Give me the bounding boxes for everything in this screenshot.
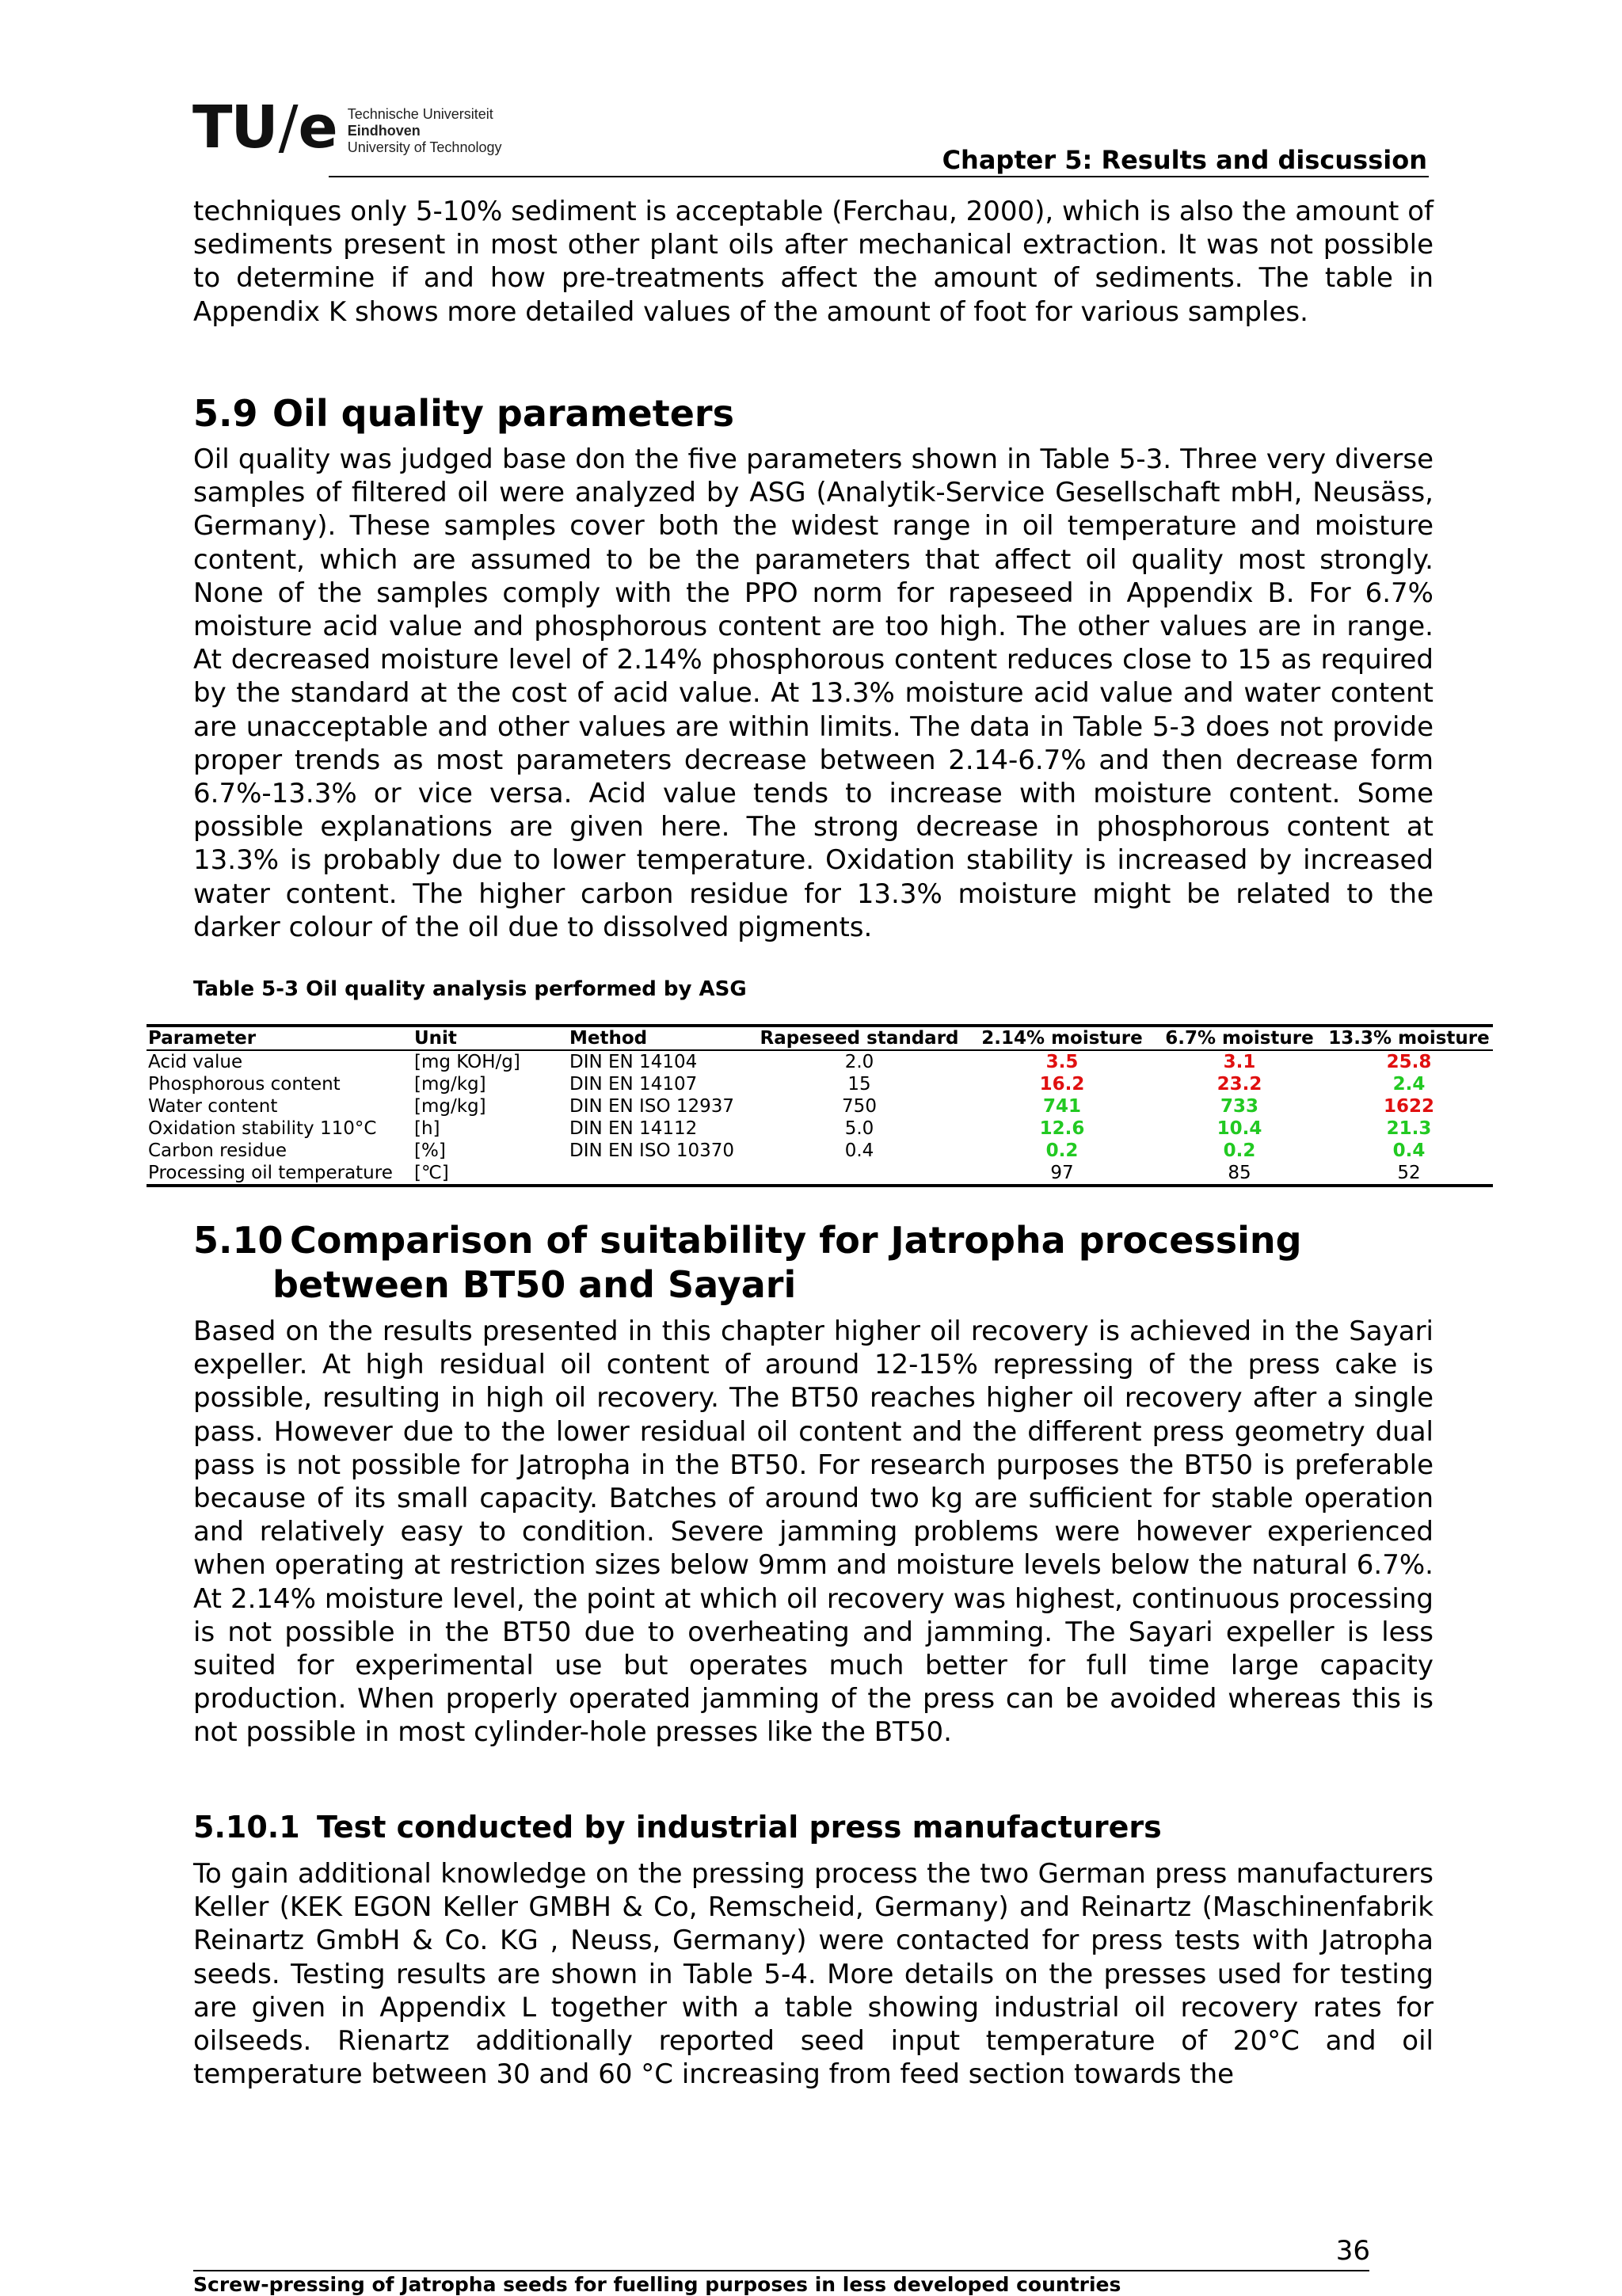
- table-cell: DIN EN ISO 12937: [569, 1096, 735, 1117]
- section-heading-5-10-1: [193, 1810, 1162, 1845]
- table-row: [147, 1118, 1493, 1140]
- table-row: [147, 1073, 1493, 1095]
- table-cell: 21.3: [1386, 1118, 1432, 1139]
- table-cell: 2.4: [1392, 1074, 1426, 1095]
- section-title-line2: between BT50 and Sayari: [272, 1263, 797, 1306]
- table-header-row: [147, 1026, 1493, 1050]
- footer-title: Screw-pressing of Jatropha seeds for fuelling purposes in less developed countries: [193, 2273, 1121, 2296]
- table-row: [147, 1095, 1493, 1118]
- table-cell: 16.2: [1039, 1074, 1085, 1095]
- table-cell: 0.4: [1392, 1140, 1426, 1161]
- table-cell: 750: [842, 1096, 877, 1117]
- table-row: [147, 1140, 1493, 1162]
- section-title-line1: Comparison of suitability for Jatropha processing: [290, 1219, 1302, 1262]
- table-cell: 0.2: [1045, 1140, 1079, 1161]
- table-cell: [%]: [414, 1140, 446, 1161]
- table-header-cell: 6.7% moisture: [1165, 1028, 1314, 1049]
- table-cell: 10.4: [1216, 1118, 1262, 1139]
- table-cell: 3.5: [1045, 1052, 1079, 1072]
- table-header-cell: 2.14% moisture: [981, 1028, 1143, 1049]
- footer-divider: [193, 2270, 1369, 2271]
- table-cell: [mg/kg]: [414, 1074, 486, 1095]
- table-cell: [mg KOH/g]: [414, 1052, 520, 1072]
- table-cell: 5.0: [844, 1118, 874, 1139]
- logo-line1: Technische Universiteit: [347, 106, 493, 122]
- table-cell: Carbon residue: [148, 1140, 287, 1161]
- table-cell: 97: [1050, 1163, 1074, 1183]
- table-header-cell: Parameter: [148, 1028, 257, 1049]
- logo-line3: University of Technology: [347, 139, 502, 155]
- table-cell: Water content: [148, 1096, 278, 1117]
- section-number: 5.10.1: [193, 1810, 300, 1845]
- oil-quality-table: [147, 1024, 1493, 1187]
- table-header-cell: Rapeseed standard: [760, 1028, 959, 1049]
- table-cell: 733: [1220, 1096, 1258, 1117]
- table-cell: 1622: [1383, 1096, 1434, 1117]
- table-cell: Acid value: [148, 1052, 243, 1072]
- table-cell: [℃]: [414, 1163, 449, 1183]
- paragraph: Oil quality was judged base don the five parameters shown in Table 5-3. Three very diverse samples of filtered oil were analyzed by ASG (Analytik-Service Gesellschaft mbH, Neusäss, Germany). These samples cover both the widest range in oil temperature and moisture content, which are assumed to be the parameters that affect oil quality most strongly. None of the samples comply with the PPO norm for rapeseed in Appendix B. For 6.7% moisture acid value and phosphorous content are too high. The other values are in range. At decreased moisture level of 2.14% phosphorous content reduces close to 15 as required by the standard at the cost of acid value. At 13.3% moisture acid value and water content are unacceptable and other values are within limits. The data in Table 5-3 does not provide proper trends as most parameters decrease between 2.14-6.7% and then decrease form 6.7%-13.3% or vice versa. Acid value tends to increase with moisture content. Some possible explanations are given here. The strong decrease in phosphorous content at 13.3% is probably due to lower temperature. Oxidation stability is increased by increased water content. The higher carbon residue for 13.3% moisture might be related to the darker colour of the oil due to dissolved pigments.: [193, 444, 1434, 943]
- section-5-10-1-paragraph: [193, 1857, 1434, 2091]
- tue-logo: [192, 93, 502, 162]
- table-cell: DIN EN ISO 10370: [569, 1140, 735, 1161]
- header-divider: [329, 176, 1429, 177]
- table-cell: 3.1: [1223, 1052, 1256, 1072]
- chapter-title: Chapter 5: Results and discussion: [942, 145, 1427, 175]
- table-cell: 85: [1228, 1163, 1251, 1183]
- table-cell: 12.6: [1039, 1118, 1085, 1139]
- paragraph: To gain additional knowledge on the pressing process the two German press manufacturers Keller (KEK EGON Keller GMBH & Co, Remscheid, Germany) and Reinartz (Maschinenfabrik Reinartz GmbH & Co. KG , Neuss, Germany) were contacted for press tests with Jatropha seeds. Testing results are shown in Table 5-4. More details on the presses used for testing are given in Appendix L together with a table showing industrial oil recovery rates for oilseeds. Rienartz additionally reported seed input temperature of 20°C and oil temperature between 30 and 60 °C increasing from feed section towards the: [193, 1858, 1434, 2091]
- logo-text: [348, 106, 502, 156]
- section-heading-5-9: [193, 391, 734, 436]
- table-cell: 25.8: [1386, 1052, 1432, 1072]
- section-title: Test conducted by industrial press manufacturers: [317, 1810, 1162, 1845]
- table-cell: [748, 1162, 970, 1186]
- table-cell: [mg/kg]: [414, 1096, 486, 1117]
- table-row: [147, 1162, 1493, 1186]
- table-cell: DIN EN 14107: [569, 1074, 698, 1095]
- table-cell: Phosphorous content: [148, 1074, 341, 1095]
- paragraph: Based on the results presented in this chapter higher oil recovery is achieved in the Sayari expeller. At high residual oil content of around 12-15% repressing of the press cake is possible, resulting in high oil recovery. The BT50 reaches higher oil recovery after a single pass. However due to the lower residual oil content and the different press geometry dual pass is not possible for Jatropha in the BT50. For research purposes the BT50 is preferable because of its small capacity. Batches of around two kg are sufficient for stable operation and relatively easy to condition. Severe jamming problems were however experienced when operating at restriction sizes below 9mm and moisture levels below the natural 6.7%. At 2.14% moisture level, the point at which oil recovery was highest, continuous processing is not possible in the BT50 due to overheating and jamming. The Sayari expeller is less suited for experimental use but operates much better for full time large capacity production. When properly operated jamming of the press can be avoided whereas this is not possible in most cylinder-hole presses like the BT50.: [193, 1316, 1434, 1749]
- section-title: Oil quality parameters: [272, 392, 734, 435]
- section-5-9-paragraph: [193, 443, 1434, 944]
- logo-line2: Eindhoven: [347, 123, 421, 139]
- table-cell: 15: [847, 1074, 871, 1095]
- section-5-10-paragraph: [193, 1315, 1434, 1750]
- table-cell: [h]: [414, 1118, 440, 1139]
- section-number: 5.10: [193, 1219, 284, 1262]
- section-heading-5-10: [193, 1218, 1302, 1307]
- table-cell: 0.2: [1223, 1140, 1256, 1161]
- table-header-cell: Method: [569, 1028, 648, 1049]
- paragraph: techniques only 5-10% sediment is acceptable (Ferchau, 2000), which is also the amount of sediments present in most other plant oils after mechanical extraction. It was not possible to determine if and how pre-treatments affect the amount of sediments. The table in Appendix K shows more detailed values of the amount of foot for various samples.: [193, 196, 1434, 328]
- table-cell: 741: [1042, 1096, 1081, 1117]
- table-row: [147, 1050, 1493, 1073]
- intro-paragraph: [193, 195, 1434, 329]
- table-cell: Oxidation stability 110°C: [148, 1118, 377, 1139]
- table-cell: 2.0: [844, 1052, 874, 1072]
- table-header-cell: Unit: [414, 1028, 457, 1049]
- logo-mark: TU/e: [192, 93, 337, 162]
- table-header-cell: 13.3% moisture: [1328, 1028, 1490, 1049]
- table-cell: 52: [1397, 1163, 1421, 1183]
- table-cell: 0.4: [844, 1140, 874, 1161]
- table-cell: DIN EN 14112: [569, 1118, 698, 1139]
- section-number: 5.9: [193, 392, 258, 435]
- page-number: 36: [1335, 2235, 1370, 2267]
- table-cell: [568, 1162, 748, 1186]
- table-caption: Table 5-3 Oil quality analysis performed by ASG: [193, 977, 747, 1001]
- table-cell: DIN EN 14104: [569, 1052, 698, 1072]
- table-cell: Processing oil temperature: [148, 1163, 393, 1183]
- table-cell: 23.2: [1216, 1074, 1262, 1095]
